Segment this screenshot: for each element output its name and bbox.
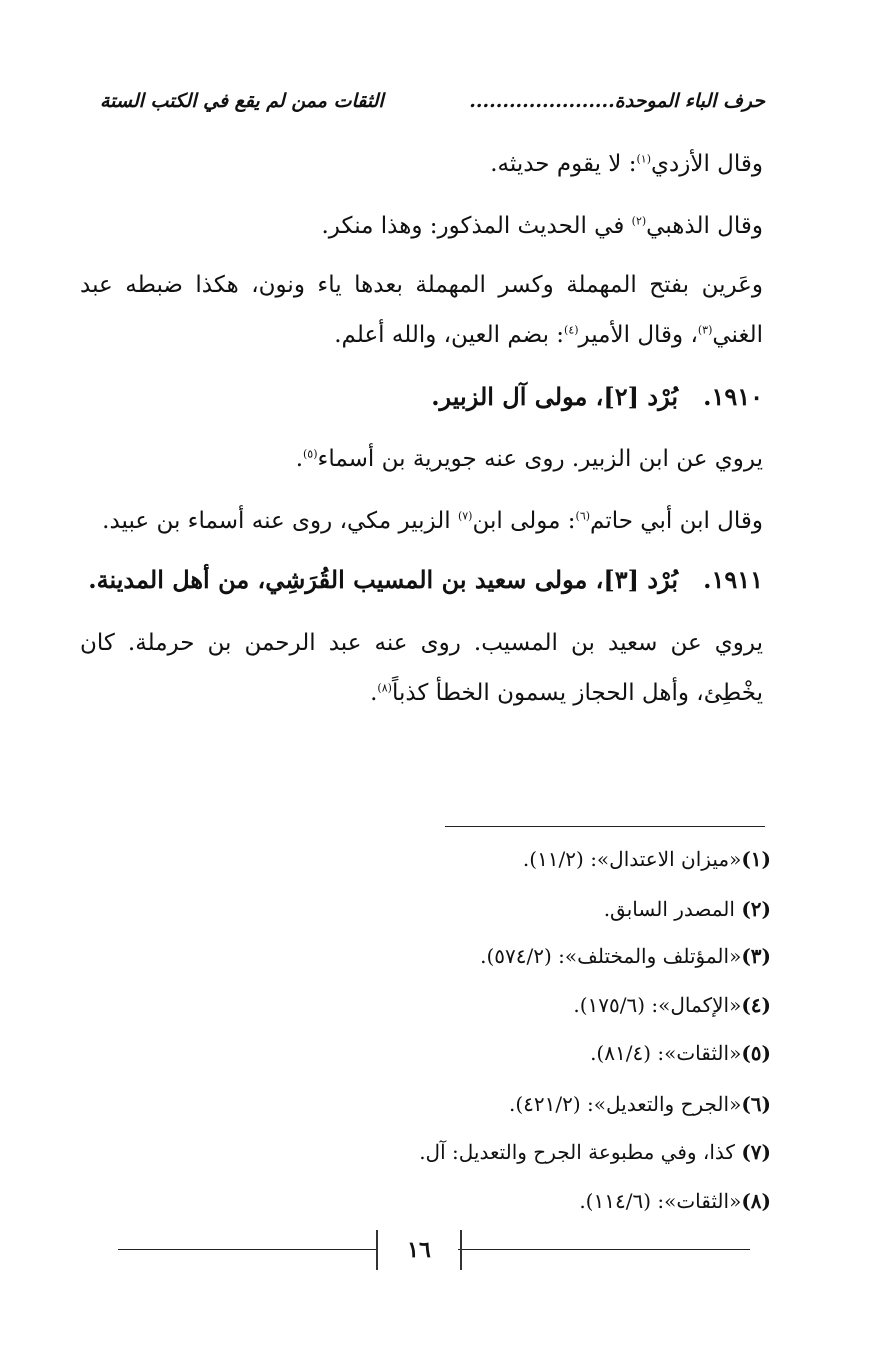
footer-rule-left	[118, 1249, 376, 1250]
footnote-ref: (٥)	[303, 447, 318, 461]
entry-title: بُرْد [٢]، مولى آل الزبير.	[431, 382, 678, 411]
footnote-5: (٥)«الثقات»: (٨١/٤).	[590, 1041, 771, 1065]
footnote-ref: (٣)	[697, 323, 713, 337]
footnote-ref: (٦)	[575, 509, 591, 523]
paragraph-ibn-abi-hatim: وقال ابن أبي حاتم$^{(٦)}$: مولى ابن$^{(٧)}$ الزبير مكي، روى عنه أسماء بن عبيد.	[102, 508, 763, 534]
footnote-3: (٣)«المؤتلف والمختلف»: (٥٧٤/٢).	[480, 944, 771, 968]
footnote-ref: (٨)	[377, 681, 392, 695]
entry-number: ١٩١٠.	[703, 382, 763, 411]
footnote-7: (٧) كذا، وفي مطبوعة الجرح والتعديل: آل.	[419, 1140, 771, 1164]
footnote-1: (١)«ميزان الاعتدال»: (١١/٢).	[522, 847, 771, 871]
paragraph-1911-line1: يروي عن سعيد بن المسيب. روى عنه عبد الرحمن بن حرملة. كان	[80, 630, 763, 656]
page-number: ١٦	[376, 1230, 462, 1270]
header-chapter: حرف الباء الموحدة......................	[469, 90, 765, 112]
paragraph-dhahabi: وقال الذهبي$^{(٢)}$ في الحديث المذكور: وهذا منكر.	[321, 213, 763, 239]
footnote-4: (٤)«الإكمال»: (١٧٥/٦).	[573, 993, 771, 1017]
entry-number: ١٩١١.	[703, 565, 763, 594]
footnote-ref: (١)	[636, 152, 651, 166]
entry-1910-heading	[431, 380, 763, 414]
header-book-title: الثقات ممن لم يقع في الكتب الستة	[100, 90, 384, 112]
footnote-ref: (٧)	[457, 509, 473, 523]
footnote-2: (٢) المصدر السابق.	[603, 897, 771, 921]
footnote-ref: (٢)	[631, 214, 647, 228]
footnote-ref: (٤)	[564, 323, 579, 337]
paragraph-azdi: وقال الأزدي$^{(١)}$: لا يقوم حديثه.	[490, 151, 763, 177]
entry-title: بُرْد [٣]، مولى سعيد بن المسيب القُرَشِي، من أهل المدينة.	[88, 565, 678, 594]
footnote-8: (٨)«الثقات»: (١١٤/٦).	[579, 1189, 771, 1213]
paragraph-arin-line2: الغني$^{(٣)}$، وقال الأمير$^{(٤)}$: بضم العين، والله أعلم.	[334, 322, 763, 348]
footnote-separator	[445, 826, 765, 827]
paragraph-arin-line1: وعَرين بفتح المهملة وكسر المهملة بعدها ياء ونون، هكذا ضبطه عبد	[80, 272, 763, 298]
footnote-6: (٦)«الجرح والتعديل»: (٤٢١/٢).	[508, 1092, 771, 1116]
paragraph-1911-line2: يخْطِئ، وأهل الحجاز يسمون الخطأ كذباً$^{(٨)}$.	[370, 680, 763, 706]
paragraph-1910-narration: يروي عن ابن الزبير. روى عنه جويرية بن أسماء$^{(٥)}$.	[295, 446, 763, 472]
entry-1911-heading	[88, 563, 763, 597]
running-header	[100, 84, 765, 118]
footer-rule-right	[458, 1249, 750, 1250]
